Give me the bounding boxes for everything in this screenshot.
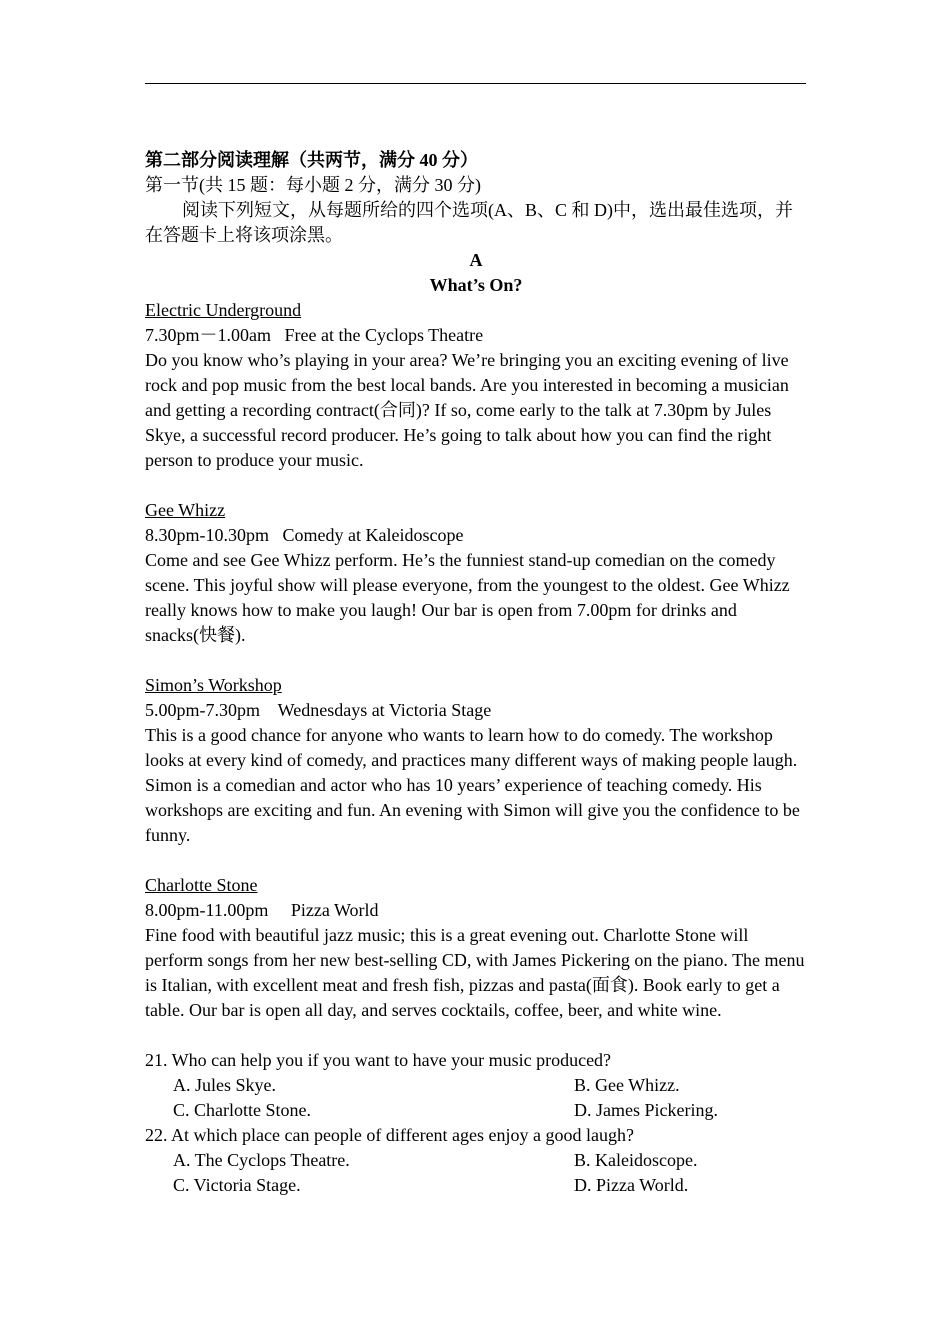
event-name: Charlotte Stone: [145, 875, 258, 895]
event-name: Electric Underground: [145, 300, 302, 320]
event-body: Fine food with beautiful jazz music; this is a great evening out. Charlotte Stone will perform songs from her new best-selling CD, with James Pickering on the piano. The menu is Italian, with excellent meat and fresh fish, pizzas and pasta(面食). Book early to get a table. Our bar is open all day, and serves cocktails, coffee, beer, and white wine.: [145, 925, 805, 1020]
document-body: [145, 148, 807, 1198]
option-d: D. James Pickering.: [574, 1100, 718, 1120]
instructions: 阅读下列短文，从每题所给的四个选项(A、B、C 和 D)中，选出最佳选项，并在答题卡上将该项涂黑。: [145, 200, 793, 245]
event-gee-whizz: [145, 498, 807, 648]
section-title: 第一节(共 15 题：每小题 2 分，满分 30 分): [145, 175, 481, 195]
option-a: A. The Cyclops Theatre.: [173, 1150, 350, 1170]
passage-title: What’s On?: [429, 275, 523, 295]
option-b: B. Kaleidoscope.: [574, 1150, 698, 1170]
option-d: D. Pizza World.: [574, 1175, 689, 1195]
option-c: C. Charlotte Stone.: [173, 1100, 311, 1120]
event-body: Do you know who’s playing in your area? We’re bringing you an exciting evening of live rock and pop music from the best local bands. Are you interested in becoming a musician and getting a recording contract(合同)? If so, come early to the talk at 7.30pm by Jules Skye, a successful record producer. He’s going to talk about how you can find the right person to produce your music.: [145, 350, 789, 470]
event-time-place: 5.00pm-7.30pm Wednesdays at Victoria Stage: [145, 700, 492, 720]
question-stem: 21. Who can help you if you want to have your music produced?: [145, 1050, 612, 1070]
event-time-place: 8.30pm-10.30pm Comedy at Kaleidoscope: [145, 525, 464, 545]
part-title: 第二部分阅读理解（共两节，满分 40 分）: [145, 150, 478, 170]
event-name: Gee Whizz: [145, 500, 226, 520]
header-rule: [145, 83, 806, 84]
option-b: B. Gee Whizz.: [574, 1075, 680, 1095]
event-time-place: 7.30pm－1.00am Free at the Cyclops Theatre: [145, 325, 484, 345]
option-c: C. Victoria Stage.: [173, 1175, 301, 1195]
event-electric-underground: [145, 298, 807, 473]
question-stem: 22. At which place can people of different ages enjoy a good laugh?: [145, 1125, 634, 1145]
passage-label: A: [469, 250, 483, 270]
event-name: Simon’s Workshop: [145, 675, 282, 695]
event-time-place: 8.00pm-11.00pm Pizza World: [145, 900, 379, 920]
question-21: [145, 1048, 807, 1123]
question-22: [145, 1123, 807, 1198]
event-body: This is a good chance for anyone who wants to learn how to do comedy. The workshop looks at every kind of comedy, and practices many different ways of making people laugh. Simon is a comedian and actor who has 10 years’ experience of teaching comedy. His workshops are exciting and fun. An evening with Simon will give you the confidence to be funny.: [145, 725, 800, 845]
event-charlotte-stone: [145, 873, 807, 1023]
event-simons-workshop: [145, 673, 807, 848]
option-a: A. Jules Skye.: [173, 1075, 276, 1095]
event-body: Come and see Gee Whizz perform. He’s the funniest stand-up comedian on the comedy scene. This joyful show will please everyone, from the youngest to the oldest. Gee Whizz really knows how to make you laugh! Our bar is open from 7.00pm for drinks and snacks(快餐).: [145, 550, 790, 645]
